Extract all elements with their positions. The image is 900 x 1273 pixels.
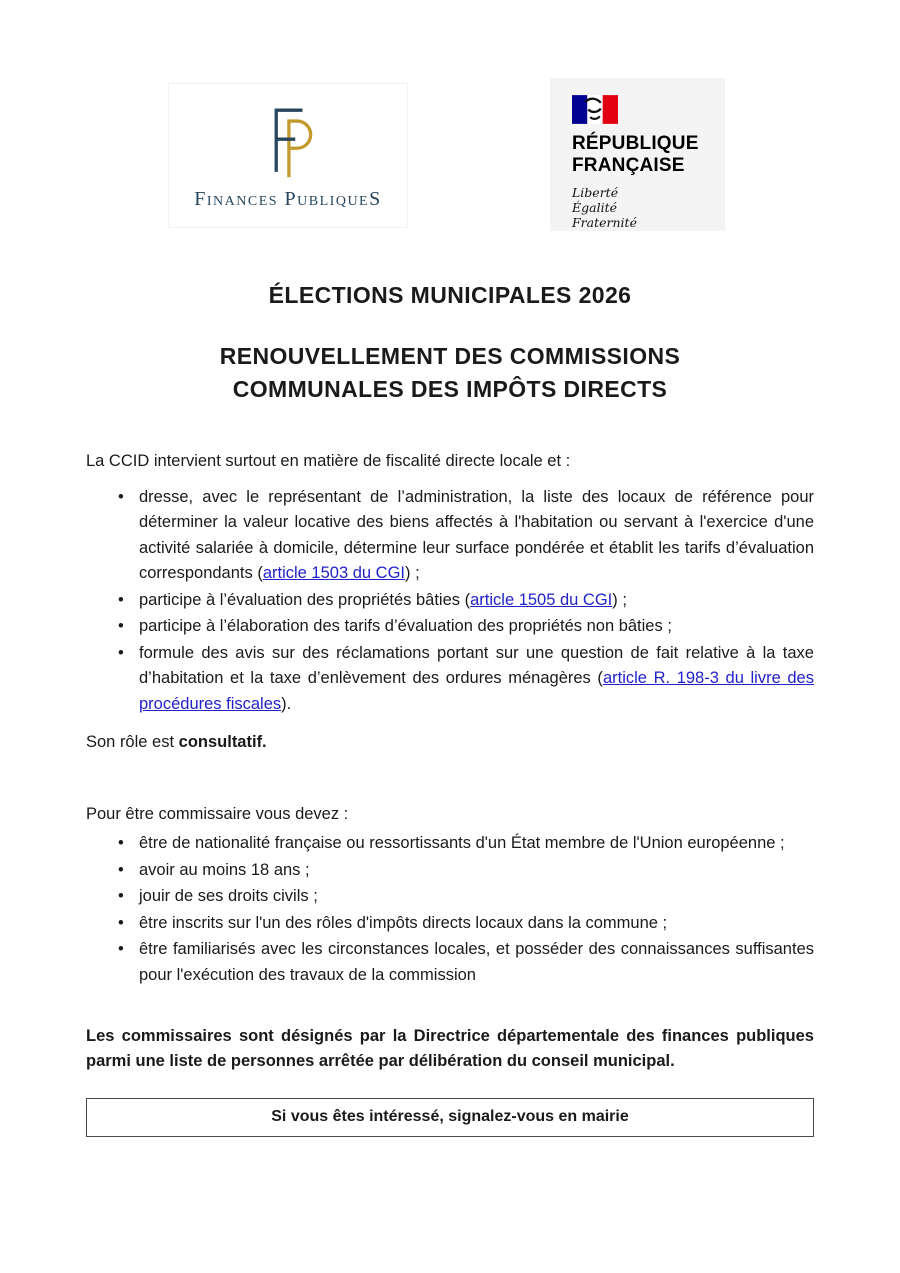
motto-line-egalite: Égalité xyxy=(572,200,617,215)
finances-publiques-label: Finances PubliqueS xyxy=(194,187,382,210)
notice-box: Si vous êtes intéressé, signalez-vous en mairie xyxy=(86,1098,814,1137)
motto-line-fraternite: Fraternité xyxy=(572,215,637,230)
link-article-1503-cgi[interactable]: article 1503 du CGI xyxy=(262,564,405,582)
text-segment: participe à l’élaboration des tarifs d’évaluation des propriétés non bâties ; xyxy=(139,617,672,635)
text-segment: ). xyxy=(281,694,292,713)
subtitle-line-2: COMMUNALES DES IMPÔTS DIRECTS xyxy=(232,376,668,402)
conditions-list xyxy=(86,831,814,988)
ccid-intro-paragraph: La CCID intervient surtout en matière de fiscalité directe locale et : xyxy=(86,452,571,470)
francaise-line: FRANÇAISE xyxy=(572,154,685,176)
list-item: • être familiarisés avec les circonstances locales, et posséder des connaissances suffisantes pour l'exécution des travaux de la commission xyxy=(86,937,814,988)
link-article-1505-cgi[interactable]: article 1505 du CGI xyxy=(470,590,613,609)
republique-francaise-title xyxy=(572,133,717,176)
french-motto xyxy=(572,185,717,230)
french-flag-icon xyxy=(572,95,618,124)
text-segment: Son rôle est xyxy=(86,733,179,751)
motto-line-liberte: Liberté xyxy=(572,185,619,200)
ccid-missions-list xyxy=(86,485,814,718)
link-article-r198-3-lpf[interactable]: article R. 198-3 du livre des procédures fiscales xyxy=(139,669,814,713)
document-header xyxy=(0,0,900,232)
republique-line: RÉPUBLIQUE xyxy=(572,133,699,154)
list-item: • être inscrits sur l'un des rôles d'impôts directs locaux dans la commune ; xyxy=(86,911,814,937)
list-item: • jouir de ses droits civils ; xyxy=(86,884,814,910)
list-item xyxy=(86,641,814,718)
page-subtitle xyxy=(86,340,814,406)
role-paragraph xyxy=(86,730,814,756)
document-content xyxy=(86,282,814,1137)
bold-text: consultatif. xyxy=(178,733,267,751)
text-segment: dresse, avec le représentant de l’administration, la liste des locaux de référence pour déterminer la valeur locative des biens affectés à l'habitation ou servant à l'exercice d'une activité salariée à domicile, détermine leur surface pondérée et établit les tarifs d’évaluation correspondants ( xyxy=(139,487,814,582)
list-item xyxy=(86,588,814,614)
finances-publiques-logo xyxy=(168,83,408,228)
closing-paragraph: Les commissaires sont désignés par la Directrice départementale des finances publiques parmi une liste de personnes arrêtée par délibération du conseil municipal. xyxy=(86,1027,814,1070)
subtitle-line-1: RENOUVELLEMENT DES COMMISSIONS xyxy=(219,343,681,369)
list-item: • avoir au moins 18 ans ; xyxy=(86,858,814,884)
fp-monogram-icon xyxy=(259,101,317,181)
conditions-intro-paragraph: Pour être commissaire vous devez : xyxy=(86,804,349,823)
text-segment: ) ; xyxy=(405,564,420,582)
list-item xyxy=(86,485,814,587)
text-segment: formule des avis sur des réclamations portant sur une question de fait relative à la taxe d’habitation et la taxe d’enlèvement des ordures ménagères ( xyxy=(139,643,814,687)
text-segment: participe à l’évaluation des propriétés bâties ( xyxy=(139,590,471,609)
list-item xyxy=(86,614,814,640)
list-item: • être de nationalité française ou ressortissants d'un État membre de l'Union européenne ; xyxy=(86,831,814,857)
text-segment: ) ; xyxy=(612,590,627,609)
republique-francaise-logo xyxy=(550,78,725,231)
page-title: ÉLECTIONS MUNICIPALES 2026 xyxy=(268,282,632,308)
